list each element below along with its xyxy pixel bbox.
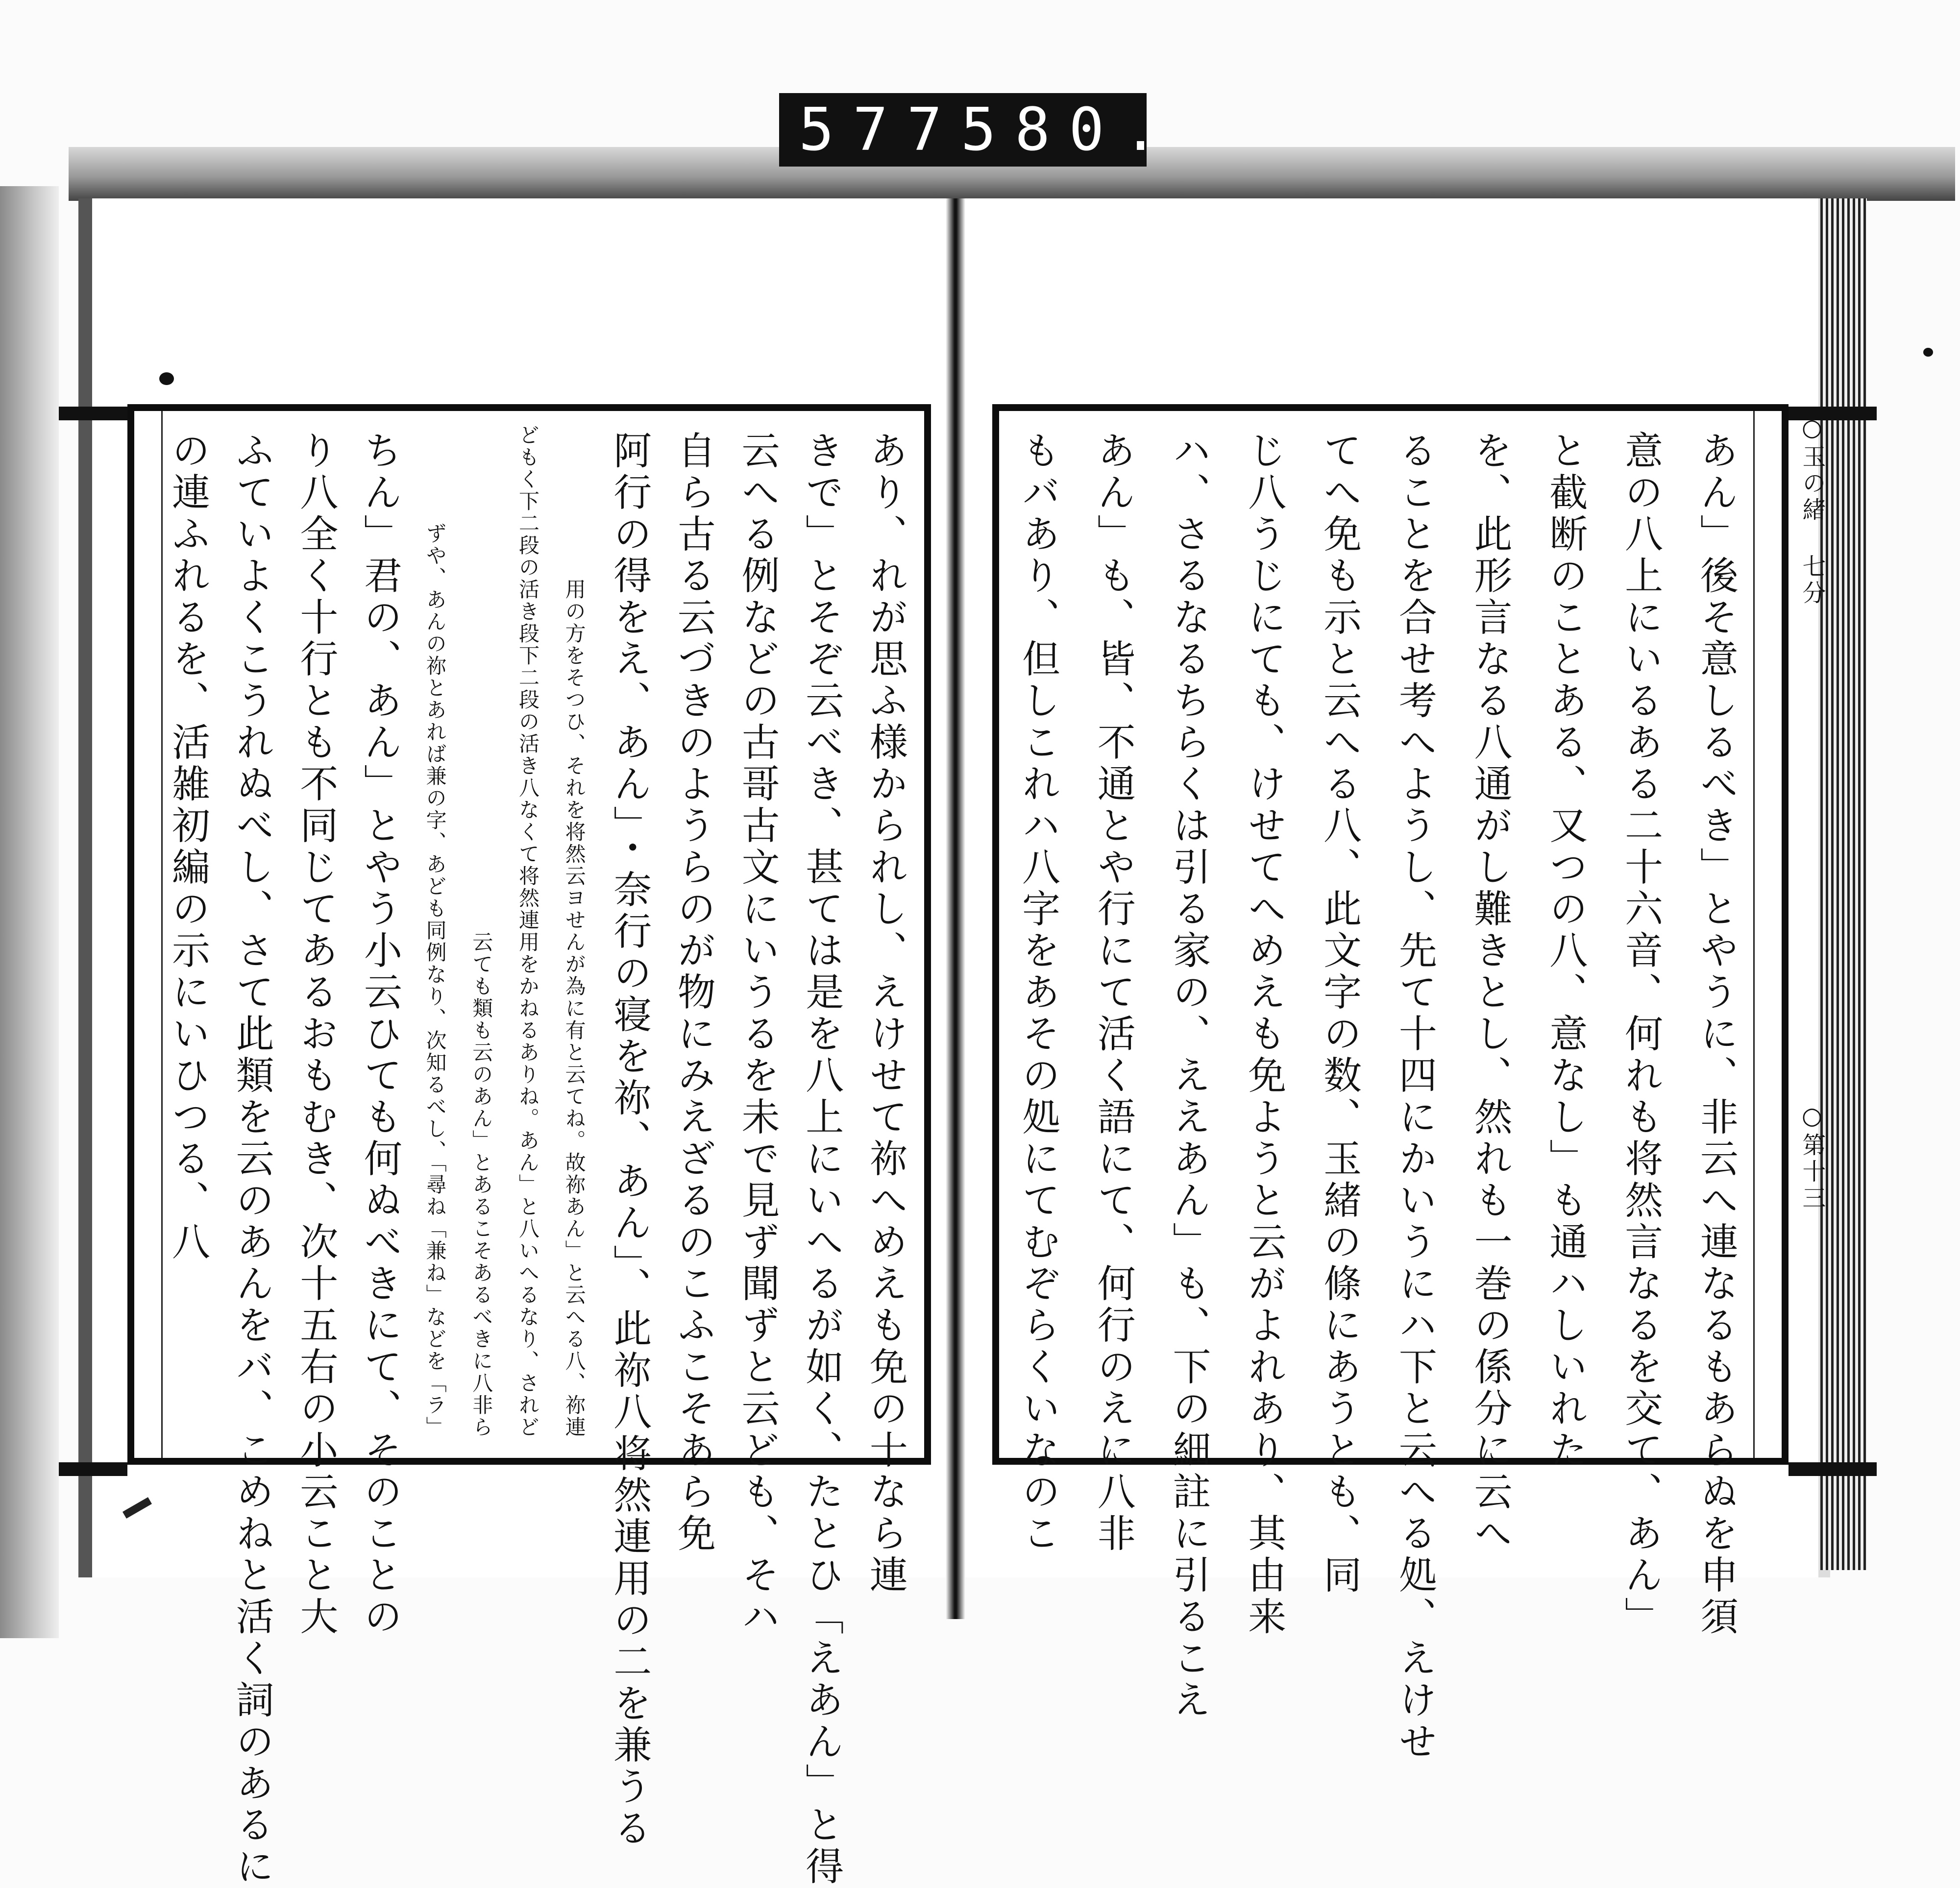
right-text-columns: [1016, 431, 1738, 1763]
text-column: てへ免も示と云へる八、此文字の数、玉緒の條にあうとも、同: [1317, 431, 1362, 1597]
frame-inner-rule: [161, 411, 163, 1458]
left-text-frame: [127, 404, 931, 1888]
text-column: きで」とそぞ云べき、甚ては是を八上にいへるが如く、たとひ「えあん」と得: [799, 431, 844, 1888]
text-column: あん」後そ意しるべき」とやうに、非云へ連なるもあらぬを申須: [1693, 431, 1738, 1638]
text-column: の連ふれるを、活雑初編の示にいひつる、八: [166, 431, 210, 1263]
binding-band-top-left: [59, 407, 127, 420]
text-column: 云へる例などの古哥古文にいうるを未で見ず聞ずと云ども、そハ: [735, 431, 780, 1638]
folio-number: ○第十三: [1798, 1102, 1826, 1212]
frame-inner-rule: [1753, 411, 1755, 1458]
binding-band-bottom-left: [59, 1462, 127, 1476]
book-spine: [946, 198, 965, 1619]
text-column: を、此形言なる八通がし難きとし、然れも一巻の係分に云へ: [1468, 431, 1512, 1555]
scanner-shadow-left: [0, 186, 59, 1638]
text-column: じ八うじにても、けせてへめえも免ようと云がよれあり、其由来: [1242, 431, 1286, 1638]
annotation-column: 用の方をそつひ、それを将然云ヨせんが為に有と云てね。故祢あん」と云へる八、祢連: [562, 579, 587, 1438]
text-column: ふていよくこうれぬべし、さて此類を云のあんをバ、こめねと活く詞のあるに: [229, 431, 274, 1888]
text-column: あり、れが思ふ様かられし、えけせて祢へめえも免の十なら連: [863, 431, 907, 1597]
text-column: ることを合せ考へようし、先て十四にかいうにハ下と云へる処、えけせ: [1392, 431, 1437, 1763]
left-text-columns: [166, 424, 907, 1888]
frame-number-end: 580.: [960, 96, 1177, 164]
text-column: ちん」君の、あん」とやう小云ひても何ぬべきにて、そのことの: [357, 431, 402, 1638]
annotation-column: 云ても類も云のあん」とあるこそあるべきに八非ら: [469, 931, 494, 1438]
right-text-frame: [992, 404, 1788, 1763]
text-column: 阿行の得をえ、あん」・奈行の寝を祢、あん」、此祢八将然連用の二を兼うる: [607, 431, 652, 1850]
text-column: あん」も、皆、不通とや行にて活く語にて、何行のえに八非: [1091, 431, 1135, 1555]
page-edges: [1820, 198, 1867, 1570]
text-column: り八全く十行とも不同じてあるおもむき、次十五右の小云こと大: [294, 431, 338, 1638]
ink-speck: [159, 372, 174, 385]
text-column: もバあり、但しこれハ八字をあその処にてむぞらくいなのこ: [1016, 431, 1060, 1555]
microfilm-frame-label: [779, 93, 1177, 167]
annotation-column: ずや、あんの祢とあれば兼の字、あども同例なり、次知るべし、「尋ね「兼ね」などを「ラ」: [423, 523, 447, 1438]
right-margin-header: [1793, 404, 1826, 1465]
running-title: ○玉の緒 七分: [1798, 414, 1826, 607]
text-column: 意の八上にいるある二十六音、何れも将然言なるを交て、あん」: [1618, 431, 1663, 1638]
ink-speck: [1923, 348, 1933, 357]
frame-number-start: 577: [799, 96, 961, 164]
text-column: ハ、さるなるちらくは引る家の、ええあん」も、下の細註に引るこえ: [1166, 431, 1211, 1721]
annotation-column: どもく下二段の活き段下二段の活き八なくて将然連用をかねるありね。あん」と八いへるなり、されど: [515, 424, 540, 1438]
text-column: と截断のことある、又つの八、意なし」も通ハしいれた: [1543, 431, 1588, 1472]
text-column: 自ら古る云づきのようらのが物にみえざるのこふこそあら免: [671, 431, 715, 1555]
